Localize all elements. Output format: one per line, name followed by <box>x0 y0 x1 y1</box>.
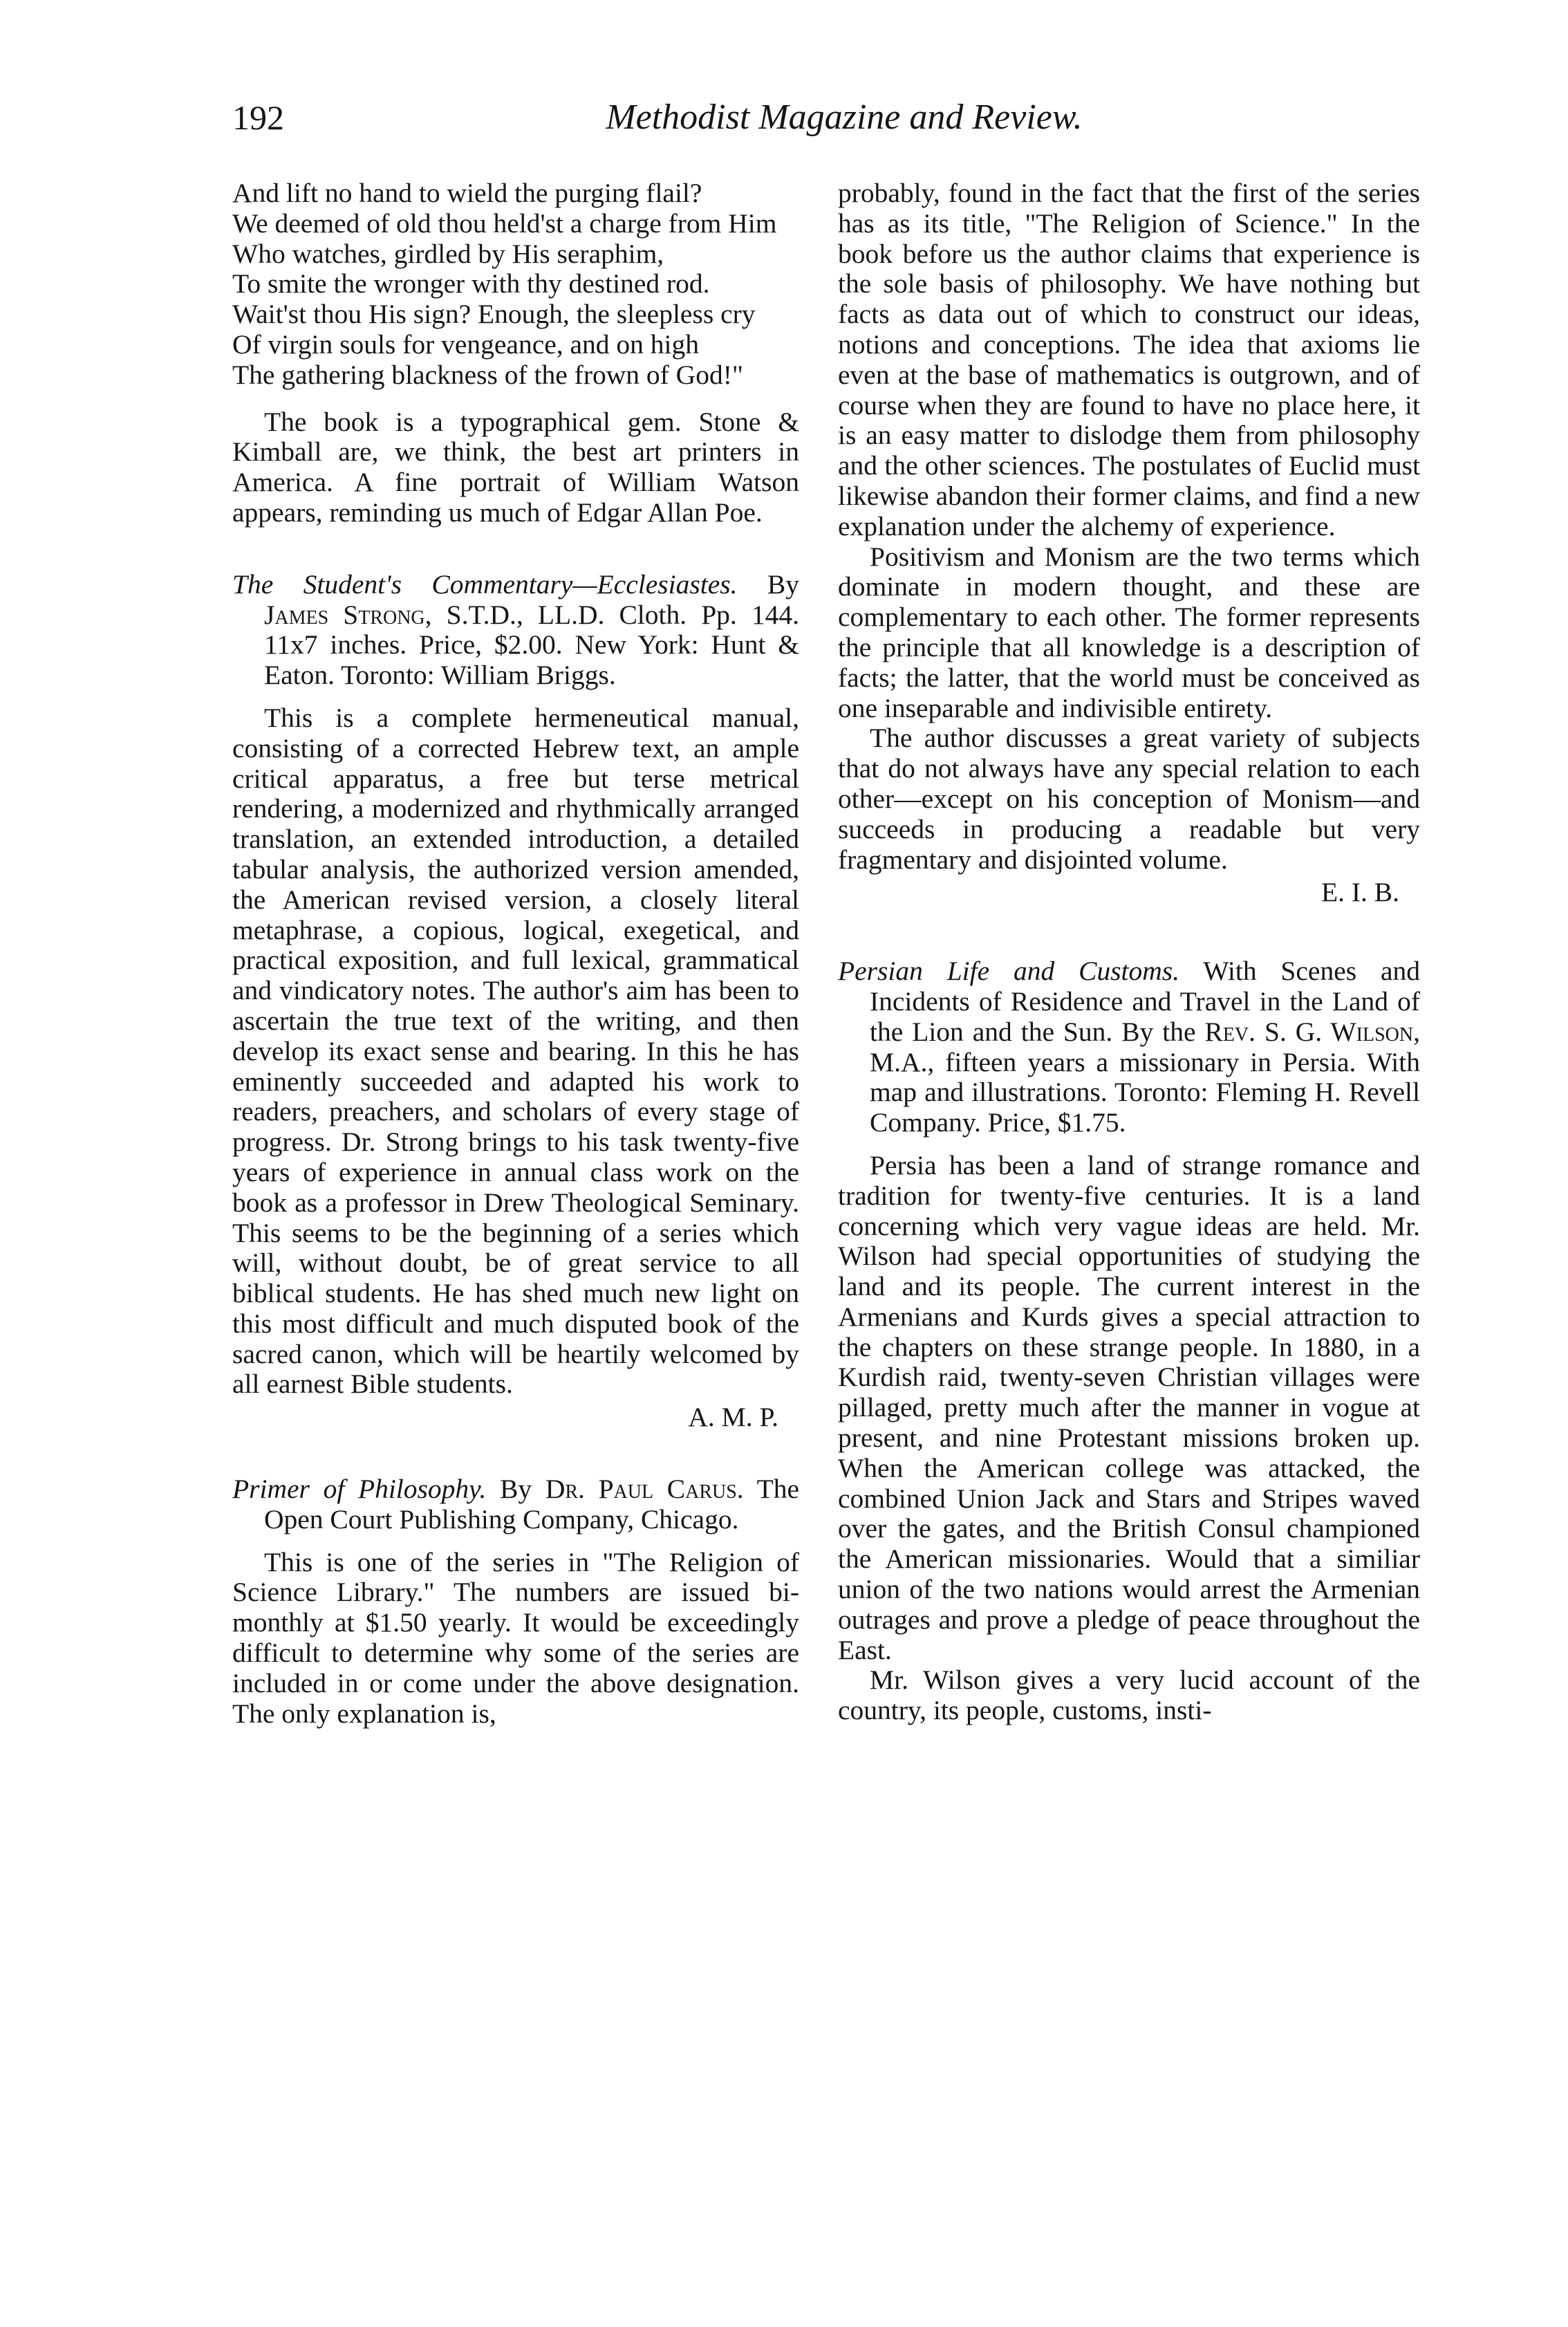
running-title: Methodist Magazine and Review. <box>606 98 1083 137</box>
review-heading-persian-life <box>838 956 1420 1138</box>
review-body: Persia has been a land of strange romance and tradition for twenty-five centuries. It is a land concerning which very vague ideas are held. Mr. Wilson had special opportunities of studying the land and its people. The current interest in the Armenians and Kurds gives a special attraction to the chapters on these strange people. In 1880, in a Kurdish raid, twenty-seven Christian villages were pillaged, pretty much after the manner in vogue at present, and nine Protestant missions broken up. When the American college was attacked, the combined Union Jack and Stars and Stripes waved over the gates, and the British Consul championed the American missionaries. Would that a similiar union of the two nations would arrest the Armenian outrages and prove a pledge of peace throughout the East. <box>838 1149 1420 1665</box>
book-title: Primer of Philosophy. <box>232 1474 487 1505</box>
by-word: By <box>767 568 800 600</box>
right-column <box>838 178 1420 1726</box>
book-details: , S.T.D., LL.D. Cloth. Pp. 144. 11x7 inches. Price, $2.00. New York: Hunt & Eaton. Toronto: William Briggs. <box>264 599 799 691</box>
by-word: By <box>500 1474 532 1505</box>
review-body-continued: probably, found in the fact that the first of the series has as its title, "The Religion of Science." In the book before us the author claims that experience is the sole basis of philosophy. We have nothing but facts as data out of which to construct our ideas, notions and conceptions. The idea that axioms lie even at the base of mathematics is outgrown, and of course when they are found to have no place here, it is an easy matter to dislodge them from philosophy and the other sciences. The postulates of Euclid must likewise abandon their former claims, and find a new explanation under the alchemy of experience. <box>838 178 1420 541</box>
poem-line: To smite the wronger with thy destined rod. <box>232 268 710 299</box>
running-header <box>232 95 1401 151</box>
poem-line: Wait'st thou His sign? Enough, the sleepless cry <box>232 299 756 330</box>
page-number: 192 <box>232 98 284 137</box>
review-body: Mr. Wilson gives a very lucid account of the country, its people, customs, insti- <box>838 1665 1420 1726</box>
book-author: James Strong <box>264 599 425 630</box>
left-column <box>232 178 799 1729</box>
reviewer-signature: E. I. B. <box>1320 877 1399 908</box>
poem-line: And lift no hand to wield the purging flail? <box>232 178 702 208</box>
reviewer-signature: A. M. P. <box>688 1402 778 1433</box>
book-details: , M.A., fifteen years a missionary in Persia. With map and illustrations. Toronto: Fleming H. Revell Company. Price, $1.75. <box>870 1016 1420 1138</box>
poem-line: Of virgin souls for vengeance, and on high <box>232 328 700 360</box>
book-author: Rev. S. G. Wilson <box>1204 1016 1414 1047</box>
poem-excerpt <box>232 178 799 391</box>
book-author: Dr. Paul Carus <box>545 1474 737 1505</box>
poem-line: We deemed of old thou held'st a charge from Him <box>232 207 777 239</box>
review-body: This is one of the series in "The Religion of Science Library." The numbers are issued bi-monthly at $1.50 yearly. It would be exceedingly difficult to determine why some of the series are included in or come under the above designation. The only explanation is, <box>232 1546 799 1729</box>
book-title: Persian Life and Customs. <box>838 956 1180 987</box>
review-body: This is a complete hermeneutical manual, consisting of a corrected Hebrew text, an ample critical apparatus, a free but terse metrical rendering, a modernized and rhythmically arranged translation, an extended introduction, a detailed tabular analysis, the authorized version amended, the American revised version, a closely literal metaphrase, a copious, logical, exegetical, and practical exposition, and full lexical, grammatical and vindicatory notes. The author's aim has been to ascertain the true text of the writing, and then develop its exact sense and bearing. In this he has eminently succeeded and adapted his work to readers, preachers, and scholars of every stage of progress. Dr. Strong brings to his task twenty-five years of experience in annual class work on the book as a professor in Drew Theological Seminary. This seems to be the beginning of a series which will, without doubt, be of great service to all biblical students. He has shed much new light on this most difficult and much disputed book of the sacred canon, which will be heartily welcomed by all earnest Bible students. <box>232 702 799 1400</box>
book-details: . The Open Court Publishing Company, Chicago. <box>264 1474 800 1535</box>
review-paragraph: The author discusses a great variety of subjects that do not always have any special relation to each other—except on his conception of Monism—and succeeds in producing a readable but very fragmentary and disjointed volume. <box>838 723 1420 875</box>
review-heading-ecclesiastes <box>232 570 799 691</box>
poem-line: The gathering blackness of the frown of God!" <box>232 359 743 390</box>
review-heading-primer <box>232 1474 799 1535</box>
book-details: With Scenes and Incidents of Residence and Travel in the Land of the Lion and the Sun. By the <box>870 956 1420 1047</box>
poem-line: Who watches, girdled by His seraphim, <box>232 238 664 269</box>
review-paragraph: Positivism and Monism are the two terms which dominate in modern thought, and these are complementary to each other. The former represents the principle that all knowledge is a description of facts; the latter, that the world must be conceived as one inseparable and indivisible entirety. <box>838 541 1420 723</box>
book-title: The Student's Commentary—Ecclesiastes. <box>232 568 738 600</box>
poem-review-paragraph: The book is a typographical gem. Stone & Kimball are, we think, the best art printers in America. A fine portrait of William Watson appears, reminding us much of Edgar Allan Poe. <box>232 406 799 528</box>
